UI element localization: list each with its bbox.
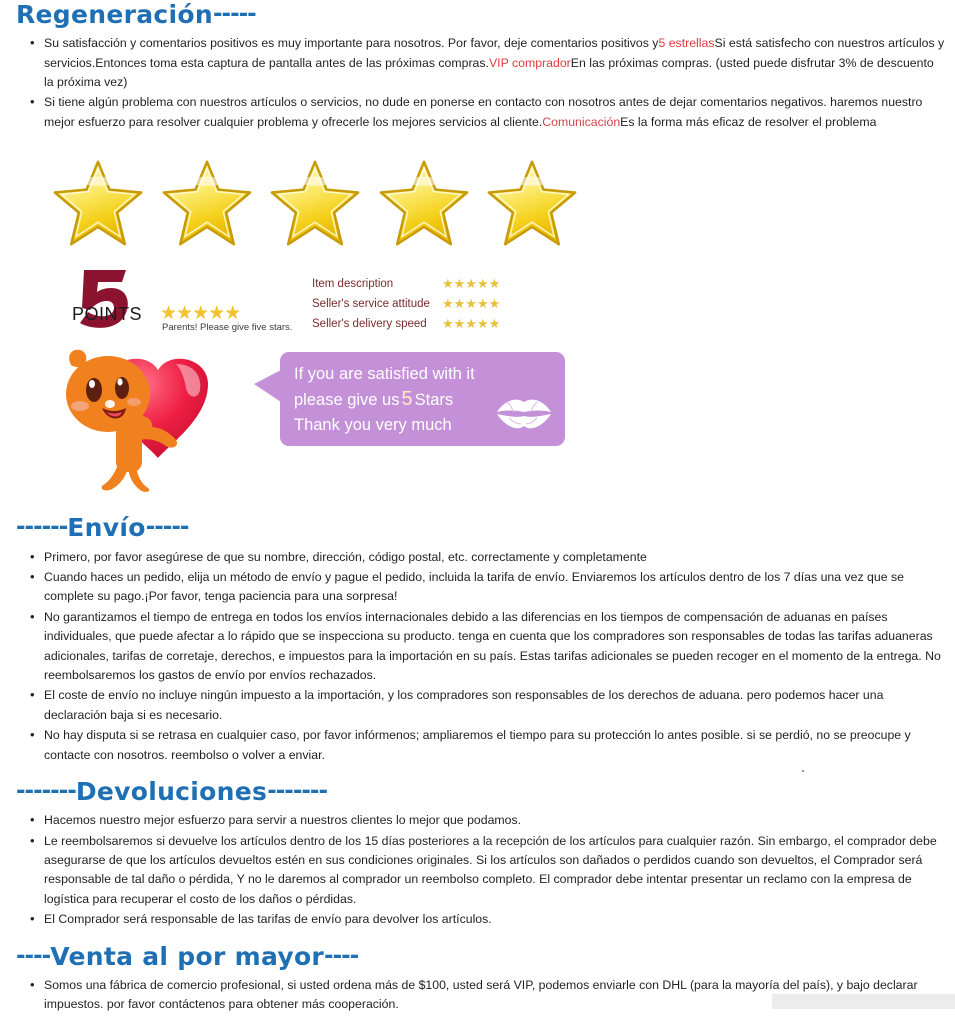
- heading-dash-suffix-wholesale: ----: [324, 942, 359, 969]
- list-item: [44, 811, 945, 830]
- heading-dash-suffix-shipping: -----: [145, 514, 189, 541]
- bubble-line-2-before: please give us: [294, 391, 400, 410]
- ratings-table: [312, 275, 562, 335]
- highlight-run: 5 estrellas: [658, 36, 715, 51]
- heading-dash-suffix-returns: -------: [267, 778, 328, 804]
- list-item: [44, 34, 945, 92]
- kiss-lips-icon: [493, 390, 555, 434]
- heading-dash-prefix-returns: -------: [16, 778, 76, 804]
- big-star-row: [50, 158, 580, 266]
- text-run: Primero, por favor asegúrese de que su nombre, dirección, código postal, etc. correctamente y completamente: [44, 549, 647, 564]
- heading-text-feedback: Regeneración: [16, 0, 213, 29]
- five-star-icon: [484, 158, 580, 250]
- five-star-icon: [376, 158, 472, 250]
- section-heading-feedback: [16, 2, 955, 28]
- bullet-list-shipping: [0, 548, 955, 765]
- policy-page: [0, 2, 955, 1015]
- speech-bubble: [280, 352, 565, 446]
- list-item: [44, 726, 945, 765]
- text-run: No hay disputa si se retrasa en cualquier caso, por favor infórmenos; ampliaremos el tiempo para su protección lo antes posible. si se perdió, no se preocupe y contacte con nosotros. reembolso o volver a enviar.: [44, 728, 911, 762]
- section-heading-wholesale: [16, 941, 955, 971]
- bubble-line-2-after: Stars: [414, 391, 454, 410]
- bubble-text: [294, 362, 475, 438]
- five-star-icon: [50, 158, 146, 250]
- section-heading-shipping: [16, 515, 955, 541]
- list-item: [44, 832, 945, 910]
- rating-stars-icon: ★★★★★: [442, 316, 501, 332]
- points-tagline: Parents! Please give five stars.: [162, 322, 293, 334]
- rating-stars-icon: ★★★★★: [442, 296, 501, 312]
- section-heading-returns: [16, 779, 955, 805]
- bullet-list-feedback: [0, 34, 955, 132]
- highlight-run: Comunicación: [542, 114, 621, 129]
- rating-label: Item description: [312, 278, 394, 291]
- list-item: [44, 93, 945, 132]
- text-run: Si está satisfecho con nuestros artículos y servicios.Entonces toma esta captura de pantalla antes de las próximas compras.: [44, 36, 945, 70]
- rating-stars-icon: ★★★★★: [442, 276, 501, 292]
- text-run: El Comprador será responsable de las tarifas de envío para devolver los artículos.: [44, 912, 492, 927]
- heading-text-wholesale: Venta al por mayor: [50, 941, 325, 971]
- text-run: Somos una fábrica de comercio profesional, si usted ordena más de $100, usted será VIP, podemos enviarle con DHL (para la mayoría del país), y bajo declarar impuestos. por favor contáctenos para obtener más cooperación.: [44, 977, 918, 1012]
- highlight-run: VIP comprador: [488, 55, 571, 70]
- text-run: Le reembolsaremos si devuelve los artículos dentro de los 15 días posteriores a la recepción de los artículos para cualquier razón. Sin embargo, el comprador debe asegurarse de que los artículos devueltos estén en sus condiciones originales. Si los artículos son dañados o perdidos cuando son devueltos, el Comprador será responsable de tal daño o pérdida, Y no le daremos al comprador un reembolso completo. El comprador debe intentar presentar un reclamo con la empresa de logística para recuperar el costo de los daños o pérdidas.: [44, 833, 937, 906]
- bubble-line-3: Thank you very much: [294, 416, 452, 435]
- list-item: [44, 686, 945, 725]
- five-star-icon: [267, 158, 363, 250]
- rating-label: Seller's service attitude: [312, 298, 430, 311]
- heading-dash-prefix-shipping: ------: [16, 514, 68, 541]
- list-item: [44, 608, 945, 686]
- text-run: Su satisfacción y comentarios positivos es muy importante para nosotros. Por favor, deje comentarios positivos y: [44, 36, 659, 51]
- text-run: En las próximas compras. (usted puede disfrutar 3% de descuento la próxima vez): [44, 55, 934, 90]
- list-item: [44, 568, 945, 607]
- five-star-icon: [159, 158, 255, 250]
- rating-label: Seller's delivery speed: [312, 318, 427, 331]
- bubble-line-2: [294, 387, 475, 413]
- heading-text-returns: Devoluciones: [75, 777, 268, 806]
- list-item: [44, 548, 945, 567]
- text-run: Es la forma más eficaz de resolver el problema: [620, 114, 877, 129]
- text-run: Si tiene algún problema con nuestros artículos o servicios, no dude en ponerse en contacto con nosotros antes de dejar comentarios negativos. haremos nuestro mejor esfuerzo para resolver cualquier problema y ofrecerle los mejores servicios al cliente.: [44, 95, 923, 129]
- stray-artifact: [802, 770, 804, 772]
- heading-text-shipping: Envío: [67, 513, 146, 543]
- text-run: El coste de envío no incluye ningún impuesto a la importación, y los compradores son responsables de los derechos de aduana. pero podemos hacer una declaración baja si es necesario.: [44, 688, 884, 722]
- points-mini-stars: ★★★★★: [160, 303, 241, 325]
- points-label: POINTS: [72, 304, 143, 325]
- heading-dash-prefix-wholesale: ----: [16, 942, 51, 969]
- table-row: [312, 315, 562, 333]
- text-run: No garantizamos el tiempo de entrega en todos los envíos internacionales debido a las diferencias en los tiempos de compensación de aduanas en países individuales, que puede afectar a lo rápido que se inspecciona su producto. tenga en cuenta que los compradores son responsables de todas las tarifas aduaneras adicionales, tarifas de corretaje, derechos, e impuestos para la importación en su país. Estas tarifas adicionales se pueden recoger en el momento de la entrega. No reembolsaremos los gastos de envío por envíos rechazados.: [44, 609, 941, 682]
- text-run: Cuando haces un pedido, elija un método de envío y pague el pedido, incluida la tarifa de envío. Enviaremos los artículos dentro de los 7 días una vez que se complete su pago.¡Por favor, tenga paciencia para una sorpresa!: [44, 569, 904, 604]
- five-points-logo: [72, 268, 312, 334]
- bubble-star-count: 5: [401, 388, 413, 411]
- bubble-line-1: If you are satisfied with it: [294, 365, 475, 384]
- list-item: [44, 910, 945, 929]
- mascot-with-heart-icon: [36, 336, 236, 496]
- table-row: [312, 295, 562, 313]
- heading-dash-suffix-feedback: -----: [212, 1, 256, 27]
- table-row: [312, 275, 562, 293]
- bullet-list-returns: [0, 811, 955, 929]
- text-run: Hacemos nuestro mejor esfuerzo para servir a nuestros clientes lo mejor que podamos.: [44, 813, 522, 828]
- feedback-promo-image: [22, 140, 602, 503]
